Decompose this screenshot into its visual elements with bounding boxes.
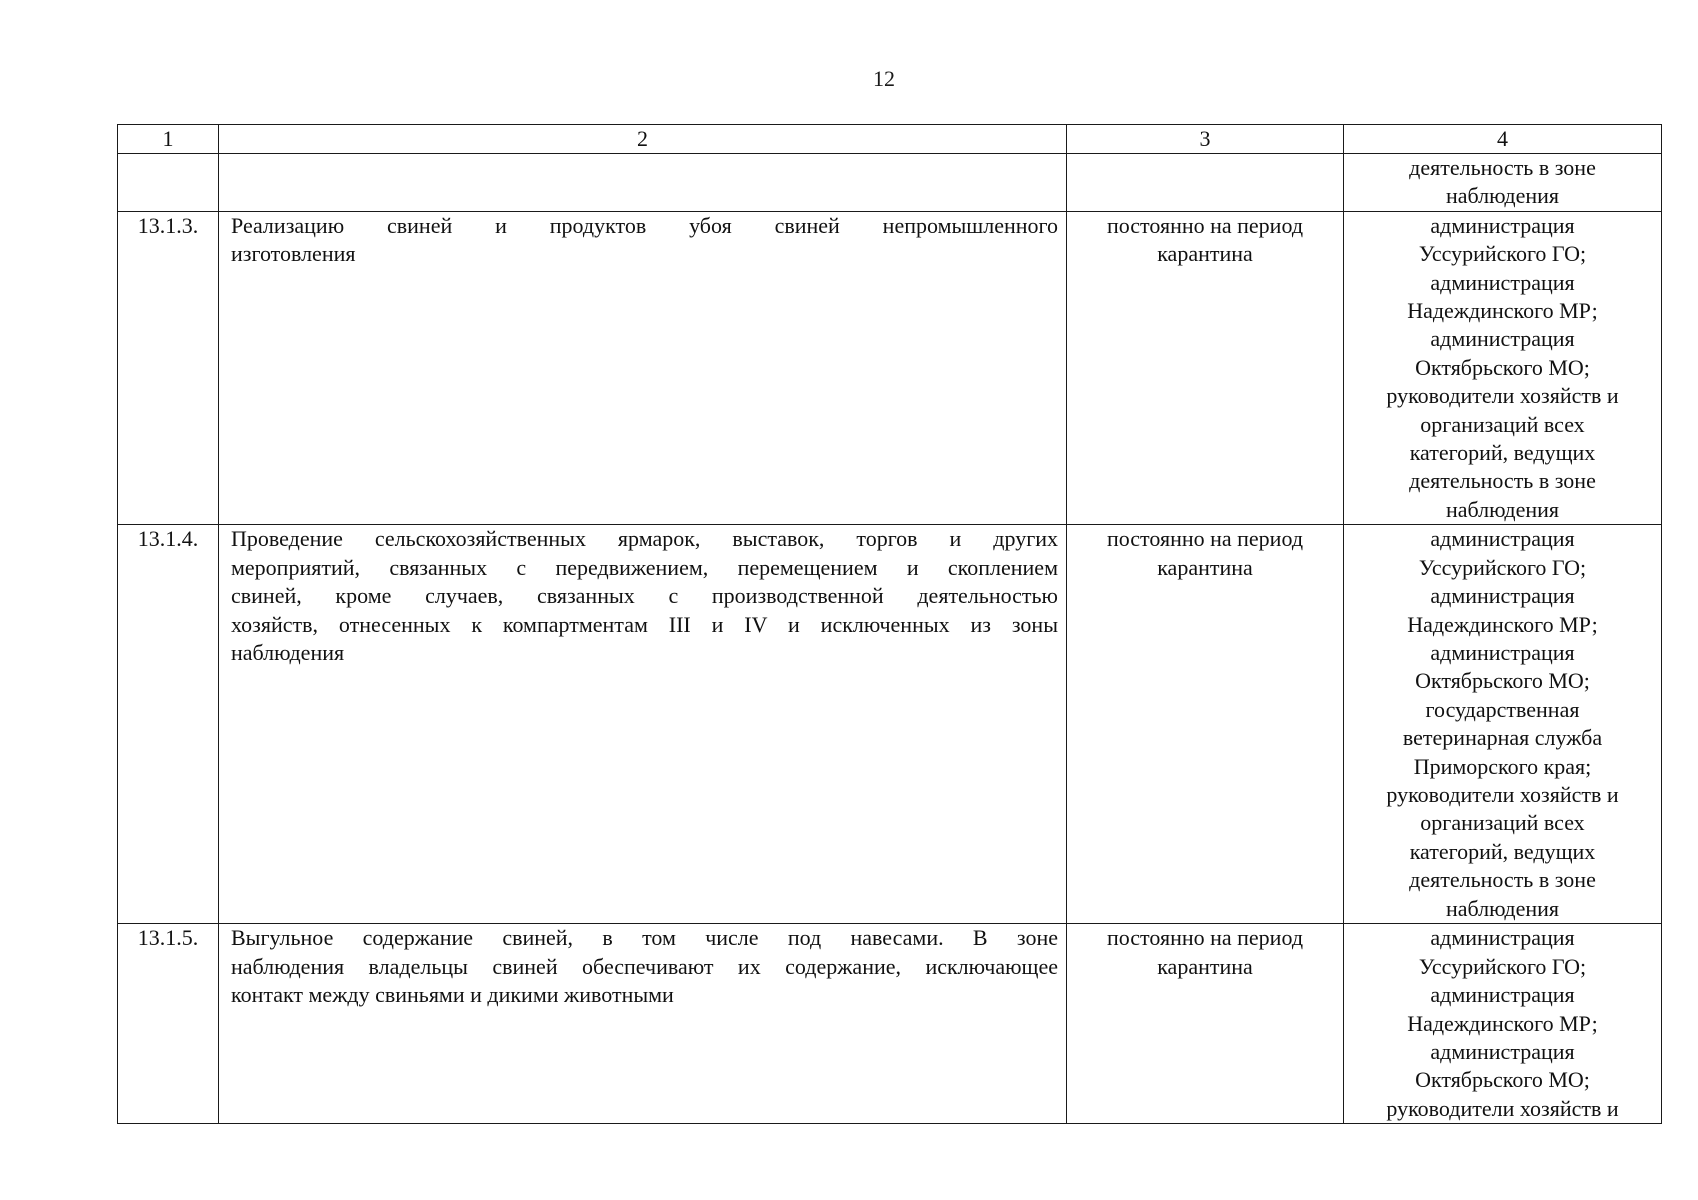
term-line: карантина bbox=[1157, 953, 1253, 979]
responsible bbox=[1344, 924, 1662, 1124]
responsible-line: ветеринарная служба bbox=[1402, 725, 1603, 751]
measure-text-line: изготовления bbox=[231, 241, 356, 267]
item-number: 13.1.4. bbox=[118, 525, 219, 924]
column-number-1: 1 bbox=[118, 125, 219, 154]
responsible bbox=[1344, 525, 1662, 924]
term-line: карантина bbox=[1157, 241, 1253, 267]
term-cell bbox=[1067, 154, 1344, 212]
column-number-2: 2 bbox=[219, 125, 1067, 154]
measure-text-line: Проведение сельскохозяйственных ярмарок, выставок, торгов и других bbox=[231, 526, 1058, 552]
responsible-line: Надеждинского МР; bbox=[1407, 611, 1598, 637]
column-number-4: 4 bbox=[1344, 125, 1662, 154]
responsible-line: администрация bbox=[1430, 1038, 1575, 1064]
measure-text-line: свиней, кроме случаев, связанных с производственной деятельностью bbox=[231, 583, 1058, 609]
responsible-line: руководители хозяйств и bbox=[1386, 781, 1619, 807]
table-row bbox=[118, 924, 1662, 1124]
term bbox=[1067, 525, 1344, 924]
measure-text bbox=[219, 525, 1067, 924]
responsible-line: руководители хозяйств и bbox=[1386, 1095, 1619, 1121]
responsible-line: Приморского края; bbox=[1413, 753, 1592, 779]
measure-text-line: мероприятий, связанных с передвижением, перемещением и скоплением bbox=[231, 554, 1058, 580]
responsible-line: наблюдения bbox=[1445, 496, 1560, 522]
measure-text-line: наблюдения bbox=[231, 639, 345, 665]
item-number: 13.1.3. bbox=[118, 211, 219, 524]
responsible-line: деятельность в зоне bbox=[1409, 468, 1596, 494]
responsible-line: деятельность в зоне bbox=[1409, 867, 1596, 893]
responsible-line: администрация bbox=[1430, 982, 1575, 1008]
responsible-line: администрация bbox=[1430, 925, 1575, 951]
measure-text-line: хозяйств, отнесенных к компартментам III и IV и исключенных из зоны bbox=[231, 611, 1058, 637]
responsible-line: руководители хозяйств и bbox=[1386, 383, 1619, 409]
measure-text-line: наблюдения владельцы свиней обеспечивают их содержание, исключающее bbox=[231, 953, 1058, 979]
responsible-line: Уссурийского ГО; bbox=[1418, 953, 1587, 979]
responsible-line: Уссурийского ГО; bbox=[1418, 241, 1587, 267]
responsible-line: наблюдения bbox=[1445, 895, 1560, 921]
table-row-continued bbox=[118, 154, 1662, 212]
measure-text-line: контакт между свиньями и дикими животными bbox=[231, 982, 674, 1008]
measure-text-line: Реализацию свиней и продуктов убоя свиней непромышленного bbox=[231, 212, 1058, 238]
responsible bbox=[1344, 211, 1662, 524]
responsible-line: администрация bbox=[1430, 639, 1575, 665]
responsible-line: категорий, ведущих bbox=[1409, 440, 1596, 466]
measure-text-cell bbox=[219, 154, 1067, 212]
term-line: постоянно на период bbox=[1106, 212, 1304, 238]
page-number: 12 bbox=[873, 66, 895, 91]
term-line: карантина bbox=[1157, 554, 1253, 580]
responsible-line: Уссурийского ГО; bbox=[1418, 554, 1587, 580]
responsible-line: категорий, ведущих bbox=[1409, 838, 1596, 864]
table-row bbox=[118, 525, 1662, 924]
measure-text bbox=[219, 211, 1067, 524]
responsible-line: наблюдения bbox=[1445, 183, 1560, 209]
responsible-line: Октябрьского МО; bbox=[1415, 668, 1590, 694]
column-number-header-row bbox=[118, 125, 1662, 154]
item-number: 13.1.5. bbox=[118, 924, 219, 1124]
responsible-cell bbox=[1344, 154, 1662, 212]
responsible-line: организаций всех bbox=[1420, 411, 1585, 437]
responsible-line: государственная bbox=[1425, 696, 1580, 722]
table-row bbox=[118, 211, 1662, 524]
responsible-line: администрация bbox=[1430, 326, 1575, 352]
term bbox=[1067, 211, 1344, 524]
responsible-line: администрация bbox=[1430, 526, 1575, 552]
term bbox=[1067, 924, 1344, 1124]
responsible-line: Надеждинского МР; bbox=[1407, 298, 1598, 324]
responsible-line: администрация bbox=[1430, 212, 1575, 238]
responsible-line: администрация bbox=[1430, 583, 1575, 609]
responsible-line: Октябрьского МО; bbox=[1415, 354, 1590, 380]
measures-table bbox=[117, 124, 1662, 1124]
term-line: постоянно на период bbox=[1106, 526, 1304, 552]
responsible-line: деятельность в зоне bbox=[1409, 155, 1596, 180]
column-number-3: 3 bbox=[1067, 125, 1344, 154]
term-line: постоянно на период bbox=[1106, 925, 1304, 951]
responsible-line: организаций всех bbox=[1420, 810, 1585, 836]
responsible-line: Октябрьского МО; bbox=[1415, 1067, 1590, 1093]
responsible-line: администрация bbox=[1430, 269, 1575, 295]
item-number-cell bbox=[118, 154, 219, 212]
responsible-line: Надеждинского МР; bbox=[1407, 1010, 1598, 1036]
measure-text-line: Выгульное содержание свиней, в том числе под навесами. В зоне bbox=[231, 925, 1058, 951]
measure-text bbox=[219, 924, 1067, 1124]
